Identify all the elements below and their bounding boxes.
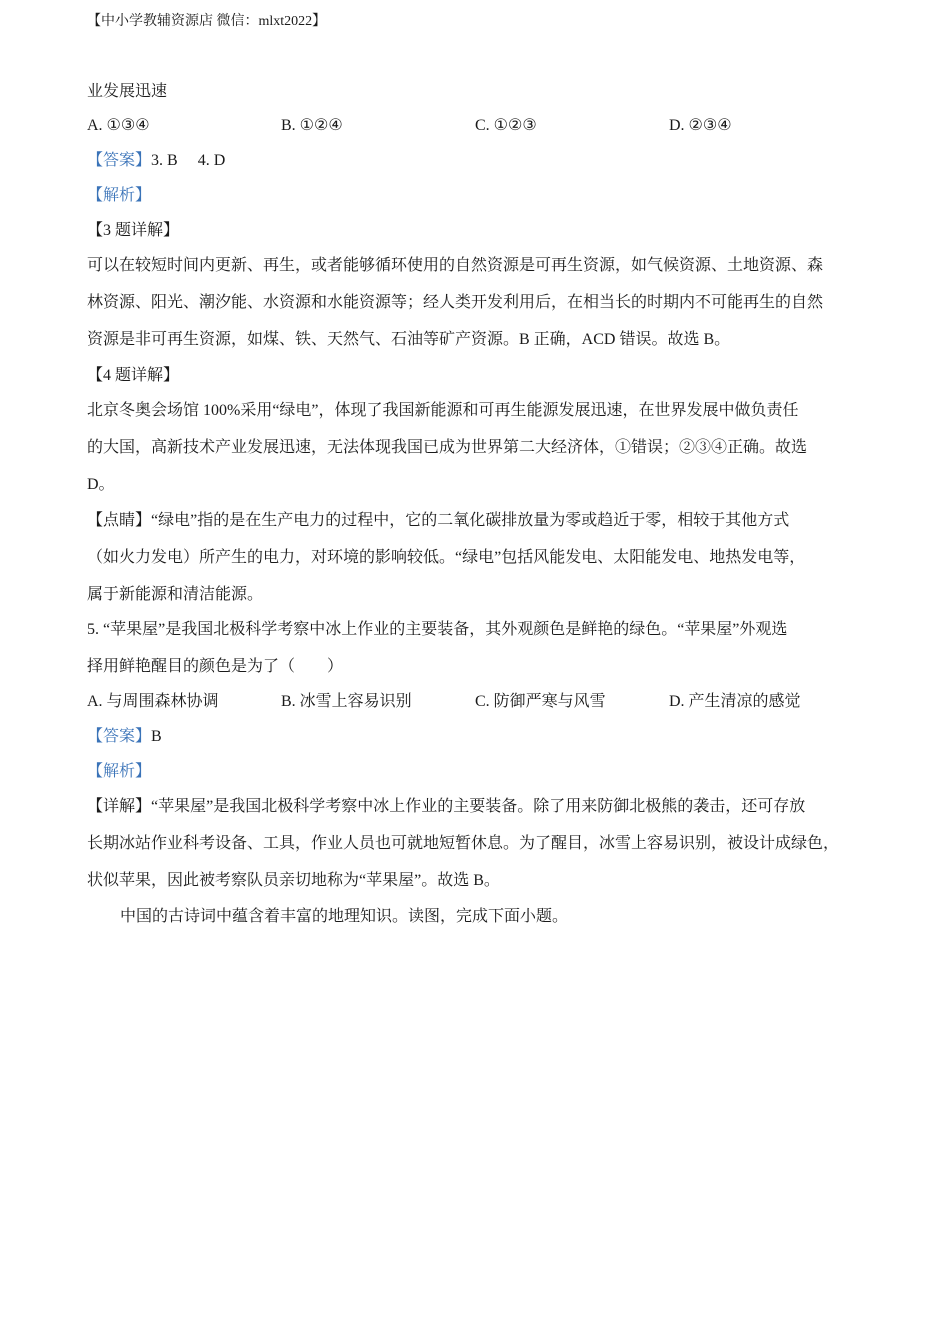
option-b: B. ①②④ — [281, 117, 343, 134]
tip-line: （如火力发电）所产生的电力，对环境的影响较低。“绿电”包括风能发电、太阳能发电、地热发电等， — [87, 549, 806, 566]
page-header: 【中小学教辅资源店 微信：mlxt2022】 — [87, 14, 327, 29]
q4-detail-line: 北京冬奥会场馆 100%采用“绿电”，体现了我国新能源和可再生能源发展迅速，在世界发展中做负责任 — [87, 402, 799, 419]
option-d: D. 产生清凉的感觉 — [669, 693, 801, 710]
option-a: A. 与周围森林协调 — [87, 693, 219, 710]
section-intro: 中国的古诗词中蕴含着丰富的地理知识。读图，完成下面小题。 — [120, 906, 569, 925]
q5-detail-line: 【详解】“苹果屋”是我国北极科学考察中冰上作业的主要装备。除了用来防御北极熊的袭击，还可存放 — [87, 798, 806, 815]
analysis-label: 【解析】 — [87, 187, 152, 204]
answer-label: 【答案】 — [87, 152, 152, 169]
q5-detail-line: 长期冰站作业科考设备、工具，作业人员也可就地短暂休息。为了醒目，冰雪上容易识别，被设计成绿色， — [87, 835, 840, 852]
question-tail: 业发展迅速 — [87, 83, 168, 100]
tip-line: 【点睛】“绿电”指的是在生产电力的过程中，它的二氧化碳排放量为零或趋近于零，相较于其他方式 — [87, 512, 790, 529]
option-c: C. ①②③ — [475, 117, 537, 134]
answer-text: 3. B 4. D — [151, 152, 226, 169]
analysis-label: 【解析】 — [87, 763, 152, 780]
q5-stem-line: 5. “苹果屋”是我国北极科学考察中冰上作业的主要装备，其外观颜色是鲜艳的绿色。“苹果屋”外观选 — [87, 621, 788, 638]
answer-line — [87, 726, 162, 748]
q3-detail-title: 【3 题详解】 — [87, 222, 180, 239]
q4-detail-title: 【4 题详解】 — [87, 367, 180, 384]
q3-detail-line: 可以在较短时间内更新、再生，或者能够循环使用的自然资源是可再生资源，如气候资源、土地资源、森 — [87, 257, 824, 274]
q4-detail-line: D。 — [87, 476, 115, 493]
q5-detail-line: 状似苹果，因此被考察队员亲切地称为“苹果屋”。故选 B。 — [87, 872, 500, 889]
q3-detail-line: 林资源、阳光、潮汐能、水资源和水能资源等；经人类开发利用后，在相当长的时期内不可能再生的自然 — [87, 294, 824, 311]
option-d: D. ②③④ — [669, 117, 732, 134]
answer-text: B — [151, 728, 162, 745]
answer-label: 【答案】 — [87, 728, 152, 745]
option-a: A. ①③④ — [87, 117, 150, 134]
option-b: B. 冰雪上容易识别 — [281, 693, 412, 710]
q4-detail-line: 的大国，高新技术产业发展迅速，无法体现我国已成为世界第二大经济体，①错误；②③④正确。故选 — [87, 439, 808, 456]
option-c: C. 防御严寒与风雪 — [475, 693, 606, 710]
tip-line: 属于新能源和清洁能源。 — [87, 586, 264, 603]
q3-detail-line: 资源是非可再生资源，如煤、铁、天然气、石油等矿产资源。B 正确，ACD 错误。故选 B。 — [87, 331, 731, 348]
answer-line — [87, 150, 225, 172]
q5-stem-line: 择用鲜艳醒目的颜色是为了（ ） — [87, 658, 344, 675]
